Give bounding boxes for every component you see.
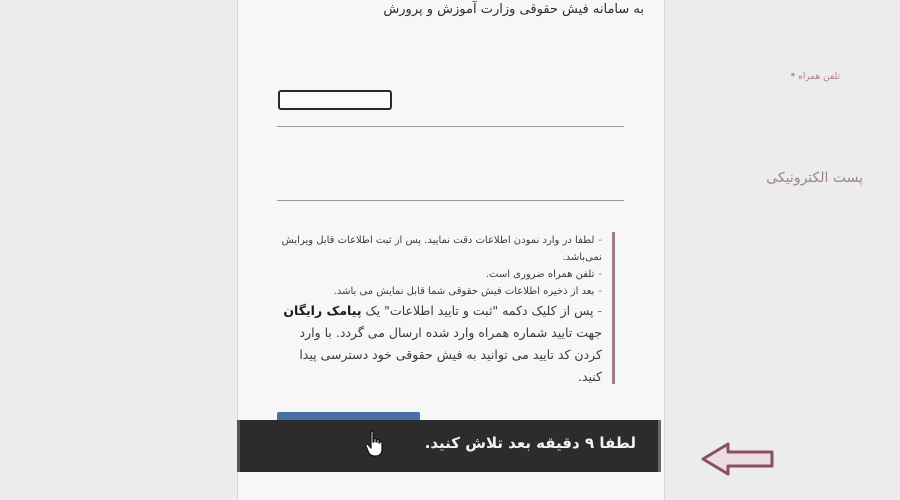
submit-button[interactable] <box>277 412 420 420</box>
phone-divider <box>277 126 624 127</box>
note-bullet: - <box>598 269 602 280</box>
toast-message: لطفا ۹ دقیقه بعد تلاش کنید. <box>424 434 636 452</box>
note-bullet: - <box>598 235 602 246</box>
free-sms-highlight: پیامک رایگان <box>283 303 362 318</box>
note-text-1: لطفا در وارد نمودن اطلاعات دقت نمایید. پس از ثبت اطلاعات قابل ویرایش نمی‌باشد. <box>281 235 602 263</box>
toast-notification <box>237 420 661 472</box>
left-arrow-icon <box>700 441 776 477</box>
note-text-4a: پس از کلیک دکمه "ثبت و تایید اطلاعات" یک <box>365 303 594 318</box>
note-item-1 <box>277 232 602 266</box>
email-input-underline[interactable] <box>277 200 624 201</box>
phone-label-text: تلفن همراه <box>798 72 840 82</box>
email-label: پست الکترونیکی <box>766 170 863 186</box>
phone-input[interactable] <box>278 90 392 110</box>
note-bullet: - <box>598 286 602 297</box>
hand-pointer-icon <box>365 430 385 458</box>
note-item-4 <box>277 300 602 388</box>
note-text-2: تلفن همراه ضروری است. <box>485 269 595 280</box>
notes-box <box>277 232 615 384</box>
note-text-4b: جهت تایید شماره همراه وارد شده ارسال می گردد. با وارد کردن کد تایید می توانید به فیش حقوقی خود دسترسی پیدا کنید. <box>299 325 602 384</box>
note-item-3 <box>277 283 602 300</box>
note-text-3: بعد از ذخیره اطلاعات فیش حقوقی شما قابل نمایش می باشد. <box>333 286 595 297</box>
phone-label <box>791 72 840 82</box>
note-item-2 <box>277 266 602 283</box>
note-bullet: - <box>597 303 602 318</box>
welcome-text: به سامانه فیش حقوقی وزارت آموزش و پرورش <box>383 2 644 17</box>
required-mark: * <box>790 72 796 82</box>
